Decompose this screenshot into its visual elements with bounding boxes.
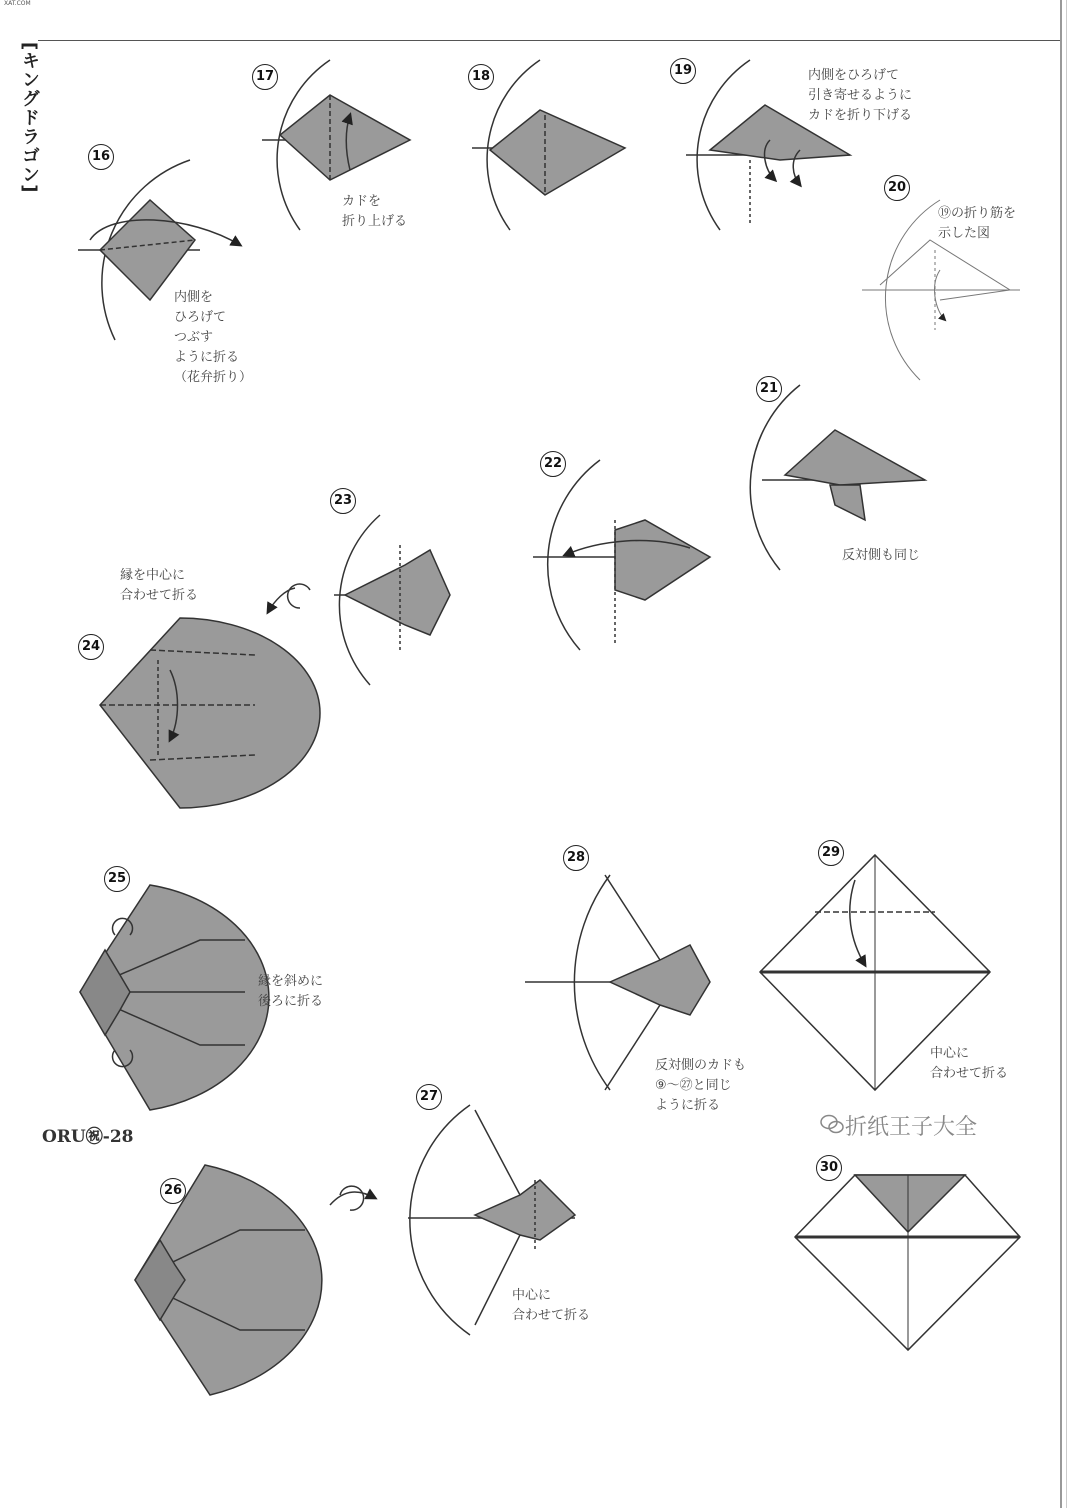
- diagram-18: [472, 60, 625, 230]
- note-29: 中心に 合わせて折る: [930, 1046, 1009, 1081]
- diagram-22: [533, 460, 710, 650]
- step-number-27: 27: [416, 1084, 442, 1110]
- note-28: 反対側のカドも ⑨〜㉗と同じ ように折る: [655, 1058, 747, 1113]
- step-number-24: 24: [78, 634, 104, 660]
- step-number-30: 30: [816, 1155, 842, 1181]
- note-16: 内側を ひろげて つぶす ように折る （花弁折り）: [174, 290, 253, 385]
- note-27: 中心に 合わせて折る: [512, 1288, 591, 1323]
- side-title: [キングドラゴン]: [19, 42, 40, 194]
- step-number-17: 17: [252, 64, 278, 90]
- diagram-24: [100, 618, 320, 808]
- step-number-28: 28: [563, 845, 589, 871]
- diagram-30: [795, 1175, 1020, 1350]
- note-25: 縁を斜めに 後ろに折る: [258, 974, 324, 1009]
- step-number-16: 16: [88, 144, 114, 170]
- note-20: ⑲の折り筋を 示した図: [938, 206, 1017, 241]
- watermark: 折纸王子大全: [845, 1115, 978, 1140]
- diagram-21: [750, 385, 925, 570]
- wechat-icon: [820, 1112, 844, 1136]
- note-21: 反対側も同じ: [842, 548, 921, 563]
- step-number-20: 20: [884, 175, 910, 201]
- step-number-23: 23: [330, 488, 356, 514]
- diagram-25: [80, 885, 269, 1110]
- page-label: ORU㊗-28: [42, 1127, 134, 1147]
- step-number-29: 29: [818, 840, 844, 866]
- note-17: カドを 折り上げる: [342, 194, 408, 229]
- note-24: 縁を中心に 合わせて折る: [120, 568, 199, 603]
- step-number-21: 21: [756, 376, 782, 402]
- step-number-22: 22: [540, 451, 566, 477]
- step-number-19: 19: [670, 58, 696, 84]
- step-number-18: 18: [468, 64, 494, 90]
- corner-mark: XAT.COM: [4, 0, 31, 7]
- step-number-26: 26: [160, 1178, 186, 1204]
- step-number-25: 25: [104, 866, 130, 892]
- note-19: 内側をひろげて 引き寄せるように カドを折り下げる: [808, 68, 913, 123]
